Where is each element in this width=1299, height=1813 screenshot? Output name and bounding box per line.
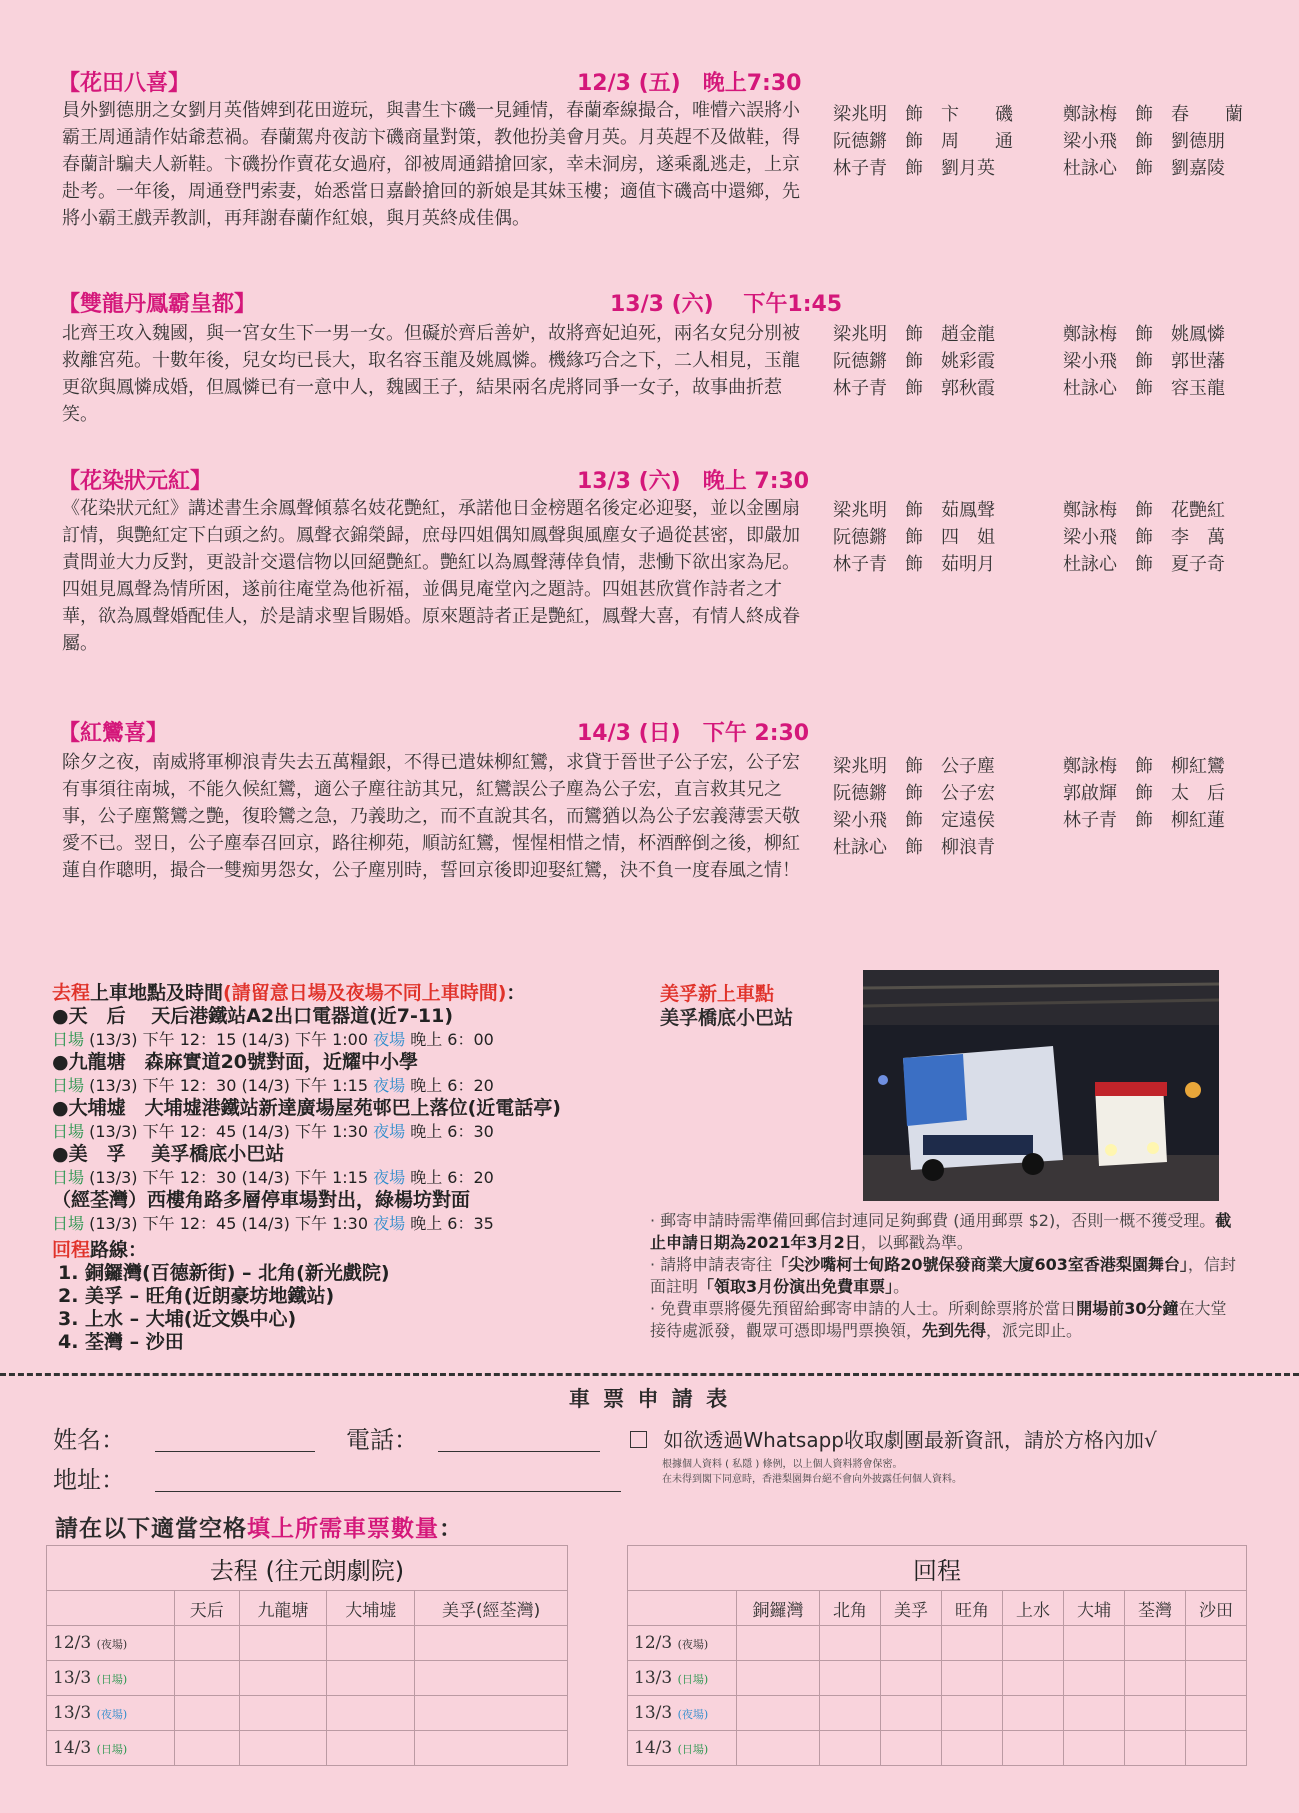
cast-right	[1063, 321, 1225, 402]
show-time: 13/3 (六) 下午1:45	[610, 292, 843, 317]
ticket-cell[interactable]	[820, 1626, 881, 1661]
ticket-cell[interactable]	[820, 1661, 881, 1696]
cast-left	[833, 101, 1013, 182]
bus-stop-times: 日場 (13/3) 下午 12：45 (14/3) 下午 1:30 夜場 晚上 6：30	[52, 1122, 494, 1141]
table-row	[47, 1696, 568, 1731]
cast-entry: 阮德鏘 飾 姚彩霞	[833, 351, 995, 372]
cast-entry: 杜詠心 飾 容玉龍	[1063, 378, 1225, 399]
bus-stop-times: 日場 (13/3) 下午 12：30 (14/3) 下午 1:15 夜場 晚上 6：20	[52, 1076, 494, 1095]
ticket-cell[interactable]	[239, 1626, 327, 1661]
cast-entry: 杜詠心 飾 夏子奇	[1063, 554, 1225, 575]
bus-stop: ●美 孚 美孚橋底小巴站	[52, 1143, 285, 1165]
ticket-cell[interactable]	[1063, 1731, 1124, 1766]
ticket-cell[interactable]	[175, 1731, 240, 1766]
cast-entry: 鄭詠梅 飾 春 蘭	[1063, 104, 1243, 125]
quantity-instruction: 請在以下適當空格填上所需車票數量：	[55, 1516, 463, 1542]
ticket-cell[interactable]	[737, 1731, 820, 1766]
name-label: 姓名：	[53, 1426, 125, 1454]
row-date: 12/3 (夜場)	[628, 1626, 737, 1661]
ticket-cell[interactable]	[239, 1661, 327, 1696]
column-header: 沙田	[1185, 1591, 1246, 1626]
ticket-cell[interactable]	[175, 1661, 240, 1696]
cast-right	[1063, 753, 1225, 834]
cast-right	[1063, 497, 1225, 578]
ticket-cell[interactable]	[737, 1661, 820, 1696]
bus-stop-times: 日場 (13/3) 下午 12：45 (14/3) 下午 1:30 夜場 晚上 6：35	[52, 1214, 494, 1233]
ticket-cell[interactable]	[239, 1696, 327, 1731]
cut-line	[0, 1373, 1299, 1376]
ticket-cell[interactable]	[737, 1696, 820, 1731]
column-header: 荃灣	[1124, 1591, 1185, 1626]
ticket-cell[interactable]	[1003, 1661, 1064, 1696]
note-3: · 免費車票將優先預留給郵寄申請的人士。所剩餘票將於當日開場前30分鐘在大堂接待處派發，觀眾可憑即場門票換領，先到先得，派完即止。	[650, 1299, 1227, 1340]
ticket-cell[interactable]	[327, 1661, 415, 1696]
ticket-cell[interactable]	[415, 1731, 568, 1766]
route-item: 3. 上水 – 大埔(近文娛中心)	[58, 1308, 297, 1330]
ticket-cell[interactable]	[881, 1696, 942, 1731]
ticket-cell[interactable]	[415, 1626, 568, 1661]
ticket-cell[interactable]	[881, 1661, 942, 1696]
bus-info	[52, 982, 662, 1354]
show-time: 14/3 (日) 下午 2:30	[577, 721, 810, 746]
bus-stop: ●天 后 天后港鐵站A2出口電器道(近7-11)	[52, 1005, 454, 1027]
ticket-cell[interactable]	[1124, 1661, 1185, 1696]
cast-entry: 梁兆明 飾 茹鳳聲	[833, 500, 995, 521]
return-heading: 回程路線：	[52, 1239, 148, 1261]
ticket-cell[interactable]	[820, 1731, 881, 1766]
ticket-cell[interactable]	[1185, 1626, 1246, 1661]
route-item: 1. 銅鑼灣(百德新街) – 北角(新光戲院)	[58, 1262, 390, 1284]
ticket-cell[interactable]	[415, 1696, 568, 1731]
show-title: 【紅鸞喜】	[58, 721, 169, 746]
ticket-cell[interactable]	[737, 1626, 820, 1661]
privacy-note-1: 根據個人資料 ( 私隱 ) 條例，以上個人資料將會保密。	[662, 1459, 903, 1470]
cast-entry: 梁小飛 飾 李 萬	[1063, 527, 1225, 548]
row-date: 13/3 (夜場)	[628, 1696, 737, 1731]
route-item: 4. 荃灣 – 沙田	[58, 1331, 184, 1353]
bus-stop: ●九龍塘 森麻實道20號對面，近耀中小學	[52, 1051, 419, 1073]
form-title: 車 票 申 請 表	[568, 1387, 731, 1411]
privacy-note-2: 在未得到閣下同意時，香港梨園舞台絕不會向外披露任何個人資料。	[662, 1474, 962, 1485]
new-stop-title: 美孚新上車點	[660, 983, 775, 1005]
cast-entry: 鄭詠梅 飾 姚鳳憐	[1063, 324, 1225, 345]
column-header: 天后	[175, 1591, 240, 1626]
note-1: · 郵寄申請時需準備回郵信封連同足夠郵費 (通用郵票 $2)，否則一概不獲受理。截止申請日期為2021年3月2日，以郵戳為準。	[650, 1211, 1232, 1252]
column-header: 大埔墟	[327, 1591, 415, 1626]
return-table-title: 回程	[628, 1546, 1247, 1591]
ticket-cell[interactable]	[1063, 1626, 1124, 1661]
ticket-cell[interactable]	[415, 1661, 568, 1696]
ticket-cell[interactable]	[239, 1731, 327, 1766]
cast-right	[1063, 101, 1243, 182]
table-row	[47, 1661, 568, 1696]
address-label: 地址：	[53, 1466, 125, 1494]
column-header: 美孚	[881, 1591, 942, 1626]
cast-entry: 杜詠心 飾 劉嘉陵	[1063, 158, 1225, 179]
show-title: 【花田八喜】	[58, 71, 191, 96]
cast-entry: 梁小飛 飾 劉德朋	[1063, 131, 1225, 152]
ticket-cell[interactable]	[1063, 1661, 1124, 1696]
address-row	[53, 1460, 621, 1495]
name-field[interactable]	[155, 1425, 315, 1452]
column-header: 北角	[820, 1591, 881, 1626]
cast-left	[833, 321, 995, 402]
whatsapp-row	[630, 1424, 1157, 1453]
bus-stop-photo	[863, 970, 1219, 1201]
ticket-cell[interactable]	[1124, 1731, 1185, 1766]
table-row	[628, 1626, 1247, 1661]
bus-heading: 去程上車地點及時間(請留意日場及夜場不同上車時間)：	[52, 982, 526, 1004]
table-corner	[628, 1591, 737, 1626]
ticket-cell[interactable]	[942, 1731, 1003, 1766]
table-row	[628, 1696, 1247, 1731]
ticket-cell[interactable]	[1063, 1696, 1124, 1731]
route-item: 2. 美孚 – 旺角(近朗豪坊地鐵站)	[58, 1285, 335, 1307]
column-header: 九龍塘	[239, 1591, 327, 1626]
phone-label: 電話：	[346, 1426, 418, 1454]
new-stop-name: 美孚橋底小巴站	[660, 1007, 794, 1029]
cast-entry: 林子青 飾 郭秋霞	[833, 378, 995, 399]
cast-left	[833, 497, 995, 578]
address-field[interactable]	[155, 1465, 621, 1492]
ticket-cell[interactable]	[1003, 1696, 1064, 1731]
show-time: 12/3 (五) 晚上7:30	[577, 71, 802, 96]
cast-entry: 梁兆明 飾 趙金龍	[833, 324, 995, 345]
cast-entry: 梁小飛 飾 定遠侯	[833, 810, 995, 831]
show-time: 13/3 (六) 晚上 7:30	[577, 469, 810, 494]
bus-stop-times: 日場 (13/3) 下午 12：30 (14/3) 下午 1:15 夜場 晚上 6：20	[52, 1168, 494, 1187]
table-row	[628, 1731, 1247, 1766]
ticket-cell[interactable]	[327, 1696, 415, 1731]
ticket-cell[interactable]	[327, 1626, 415, 1661]
cast-entry: 阮德鏘 飾 周 通	[833, 131, 1013, 152]
ticket-cell[interactable]	[1185, 1661, 1246, 1696]
return-table	[627, 1545, 1247, 1766]
note-2: · 請將申請表寄往「尖沙嘴柯士甸路20號保發商業大廈603室香港梨園舞台」，信封面註明「領取3月份演出免費車票」。	[650, 1255, 1236, 1296]
ticket-cell[interactable]	[881, 1731, 942, 1766]
ticket-cell[interactable]	[820, 1696, 881, 1731]
cast-entry: 林子青 飾 柳紅蓮	[1063, 810, 1225, 831]
column-header: 上水	[1003, 1591, 1064, 1626]
ticket-cell[interactable]	[175, 1626, 240, 1661]
bus-stop: ●大埔墟 大埔墟港鐵站新達廣場屋苑邨巴上落位(近電話亭)	[52, 1097, 561, 1119]
ticket-cell[interactable]	[1185, 1696, 1246, 1731]
cast-entry: 阮德鏘 飾 公子宏	[833, 783, 995, 804]
ticket-cell[interactable]	[327, 1731, 415, 1766]
notes	[650, 1210, 1240, 1342]
ticket-cell[interactable]	[1124, 1696, 1185, 1731]
ticket-cell[interactable]	[1185, 1731, 1246, 1766]
ticket-cell[interactable]	[881, 1626, 942, 1661]
row-date: 13/3 (日場)	[628, 1661, 737, 1696]
cast-entry: 杜詠心 飾 柳浪青	[833, 837, 995, 858]
table-row	[628, 1661, 1247, 1696]
ticket-cell[interactable]	[942, 1661, 1003, 1696]
cast-left	[833, 753, 995, 861]
column-header: 美孚(經荃灣)	[415, 1591, 568, 1626]
cast-entry: 林子青 飾 茹明月	[833, 554, 995, 575]
ticket-cell[interactable]	[1003, 1626, 1064, 1661]
cast-entry: 梁兆明 飾 卞 磯	[833, 104, 1013, 125]
cast-entry: 郭啟輝 飾 太 后	[1063, 783, 1225, 804]
table-corner	[47, 1591, 175, 1626]
ticket-cell[interactable]	[942, 1696, 1003, 1731]
outbound-table	[46, 1545, 568, 1766]
whatsapp-checkbox[interactable]	[630, 1431, 647, 1448]
show-synopsis: 除夕之夜，南威將軍柳浪青失去五萬糧銀，不得已遣妹柳紅鸞，求貸于晉世子公子宏，公子宏有事須往南城，不能久候紅鸞，適公子塵往訪其兄，紅鸞誤公子塵為公子宏，直言救其兄之事，公子塵驚鸞之艷，復聆鸞之急，乃義助之，而不直說其名，而鸞猶以為公子宏義薄雲天敬愛不已。翌日，公子塵奉召回京，路往柳苑，順訪紅鸞，惺惺相惜之情，杯酒醉倒之後，柳紅蓮自作聰明，撮合一雙痴男怨女，公子塵別時，誓回京後即迎娶紅鸞，決不負一度春風之情！	[62, 752, 800, 881]
row-date: 13/3 (夜場)	[47, 1696, 175, 1731]
ticket-cell[interactable]	[942, 1626, 1003, 1661]
show-title: 【雙龍丹鳳霸皇都】	[58, 292, 257, 317]
ticket-cell[interactable]	[1003, 1731, 1064, 1766]
show-title: 【花染狀元紅】	[58, 469, 213, 494]
phone-row	[346, 1420, 600, 1455]
column-header: 大埔	[1063, 1591, 1124, 1626]
new-stop	[660, 982, 793, 1030]
ticket-cell[interactable]	[175, 1696, 240, 1731]
column-header: 銅鑼灣	[737, 1591, 820, 1626]
cast-entry: 鄭詠梅 飾 柳紅鸞	[1063, 756, 1225, 777]
table-row	[47, 1626, 568, 1661]
row-date: 13/3 (日場)	[47, 1661, 175, 1696]
show-synopsis: 《花染狀元紅》講述書生余鳳聲傾慕名妓花艷紅，承諾他日金榜題名後定必迎娶，並以金團扇訂情，與艷紅定下白頭之約。鳳聲衣錦榮歸，庶母四姐偶知鳳聲與風塵女子過從甚密，即嚴加責問並大力反對，更設計交還信物以回絕艷紅。艷紅以為鳳聲薄倖負情，悲慟下欲出家為尼。四姐見鳳聲為情所困，遂前往庵堂為他祈福，並偶見庵堂內之題詩。四姐甚欣賞作詩者之才華，欲為鳳聲婚配佳人，於是請求聖旨賜婚。原來題詩者正是艷紅，鳳聲大喜，有情人終成眷屬。	[62, 498, 800, 654]
whatsapp-label: 如欲透過Whatsapp收取劇團最新資訊，請於方格內加√	[663, 1428, 1157, 1452]
show-synopsis: 北齊王攻入魏國，與一宮女生下一男一女。但礙於齊后善妒，故將齊妃迫死，兩名女兒分別被救離宮苑。十數年後，兒女均已長大，取名容玉龍及姚鳳憐。機緣巧合之下，二人相見，玉龍更欲與鳳憐成婚，但鳳憐已有一意中人，魏國王子，結果兩名虎將同爭一女子，故事曲折惹笑。	[62, 323, 800, 425]
cast-entry: 梁兆明 飾 公子塵	[833, 756, 995, 777]
cast-entry: 林子青 飾 劉月英	[833, 158, 995, 179]
table-row	[47, 1731, 568, 1766]
show-synopsis: 員外劉德朋之女劉月英偕婢到花田遊玩，與書生卞磯一見鍾情，春蘭牽線撮合，唯懵六誤將小霸王周通請作姑爺惹禍。春蘭駕舟夜訪卞磯商量對策，教他扮美會月英。月英趕不及做鞋，得春蘭計騙夫人新鞋。卞磯扮作賣花女過府，卻被周通錯搶回家，幸未洞房，遂乘亂逃走，上京赴考。一年後，周通登門索妻，始悉當日嘉齡搶回的新娘是其妹玉樓；適值卞磯高中還鄉，先將小霸王戲弄教訓，再拜謝春蘭作紅娘，與月英終成佳偶。	[62, 100, 800, 229]
cast-entry: 鄭詠梅 飾 花艷紅	[1063, 500, 1225, 521]
outbound-table-title: 去程 (往元朗劇院)	[47, 1546, 568, 1591]
cast-entry: 阮德鏘 飾 四 姐	[833, 527, 995, 548]
row-date: 14/3 (日場)	[628, 1731, 737, 1766]
row-date: 12/3 (夜場)	[47, 1626, 175, 1661]
bus-stop-times: 日場 (13/3) 下午 12：15 (14/3) 下午 1:00 夜場 晚上 6：00	[52, 1030, 494, 1049]
column-header: 旺角	[942, 1591, 1003, 1626]
row-date: 14/3 (日場)	[47, 1731, 175, 1766]
bus-stop: （經荃灣）西樓角路多層停車場對出，綠楊坊對面	[52, 1189, 471, 1211]
cast-entry: 梁小飛 飾 郭世藩	[1063, 351, 1225, 372]
name-row	[53, 1420, 315, 1455]
ticket-cell[interactable]	[1124, 1626, 1185, 1661]
bus-stop-photo-illustration	[863, 970, 1219, 1201]
phone-field[interactable]	[438, 1425, 600, 1452]
